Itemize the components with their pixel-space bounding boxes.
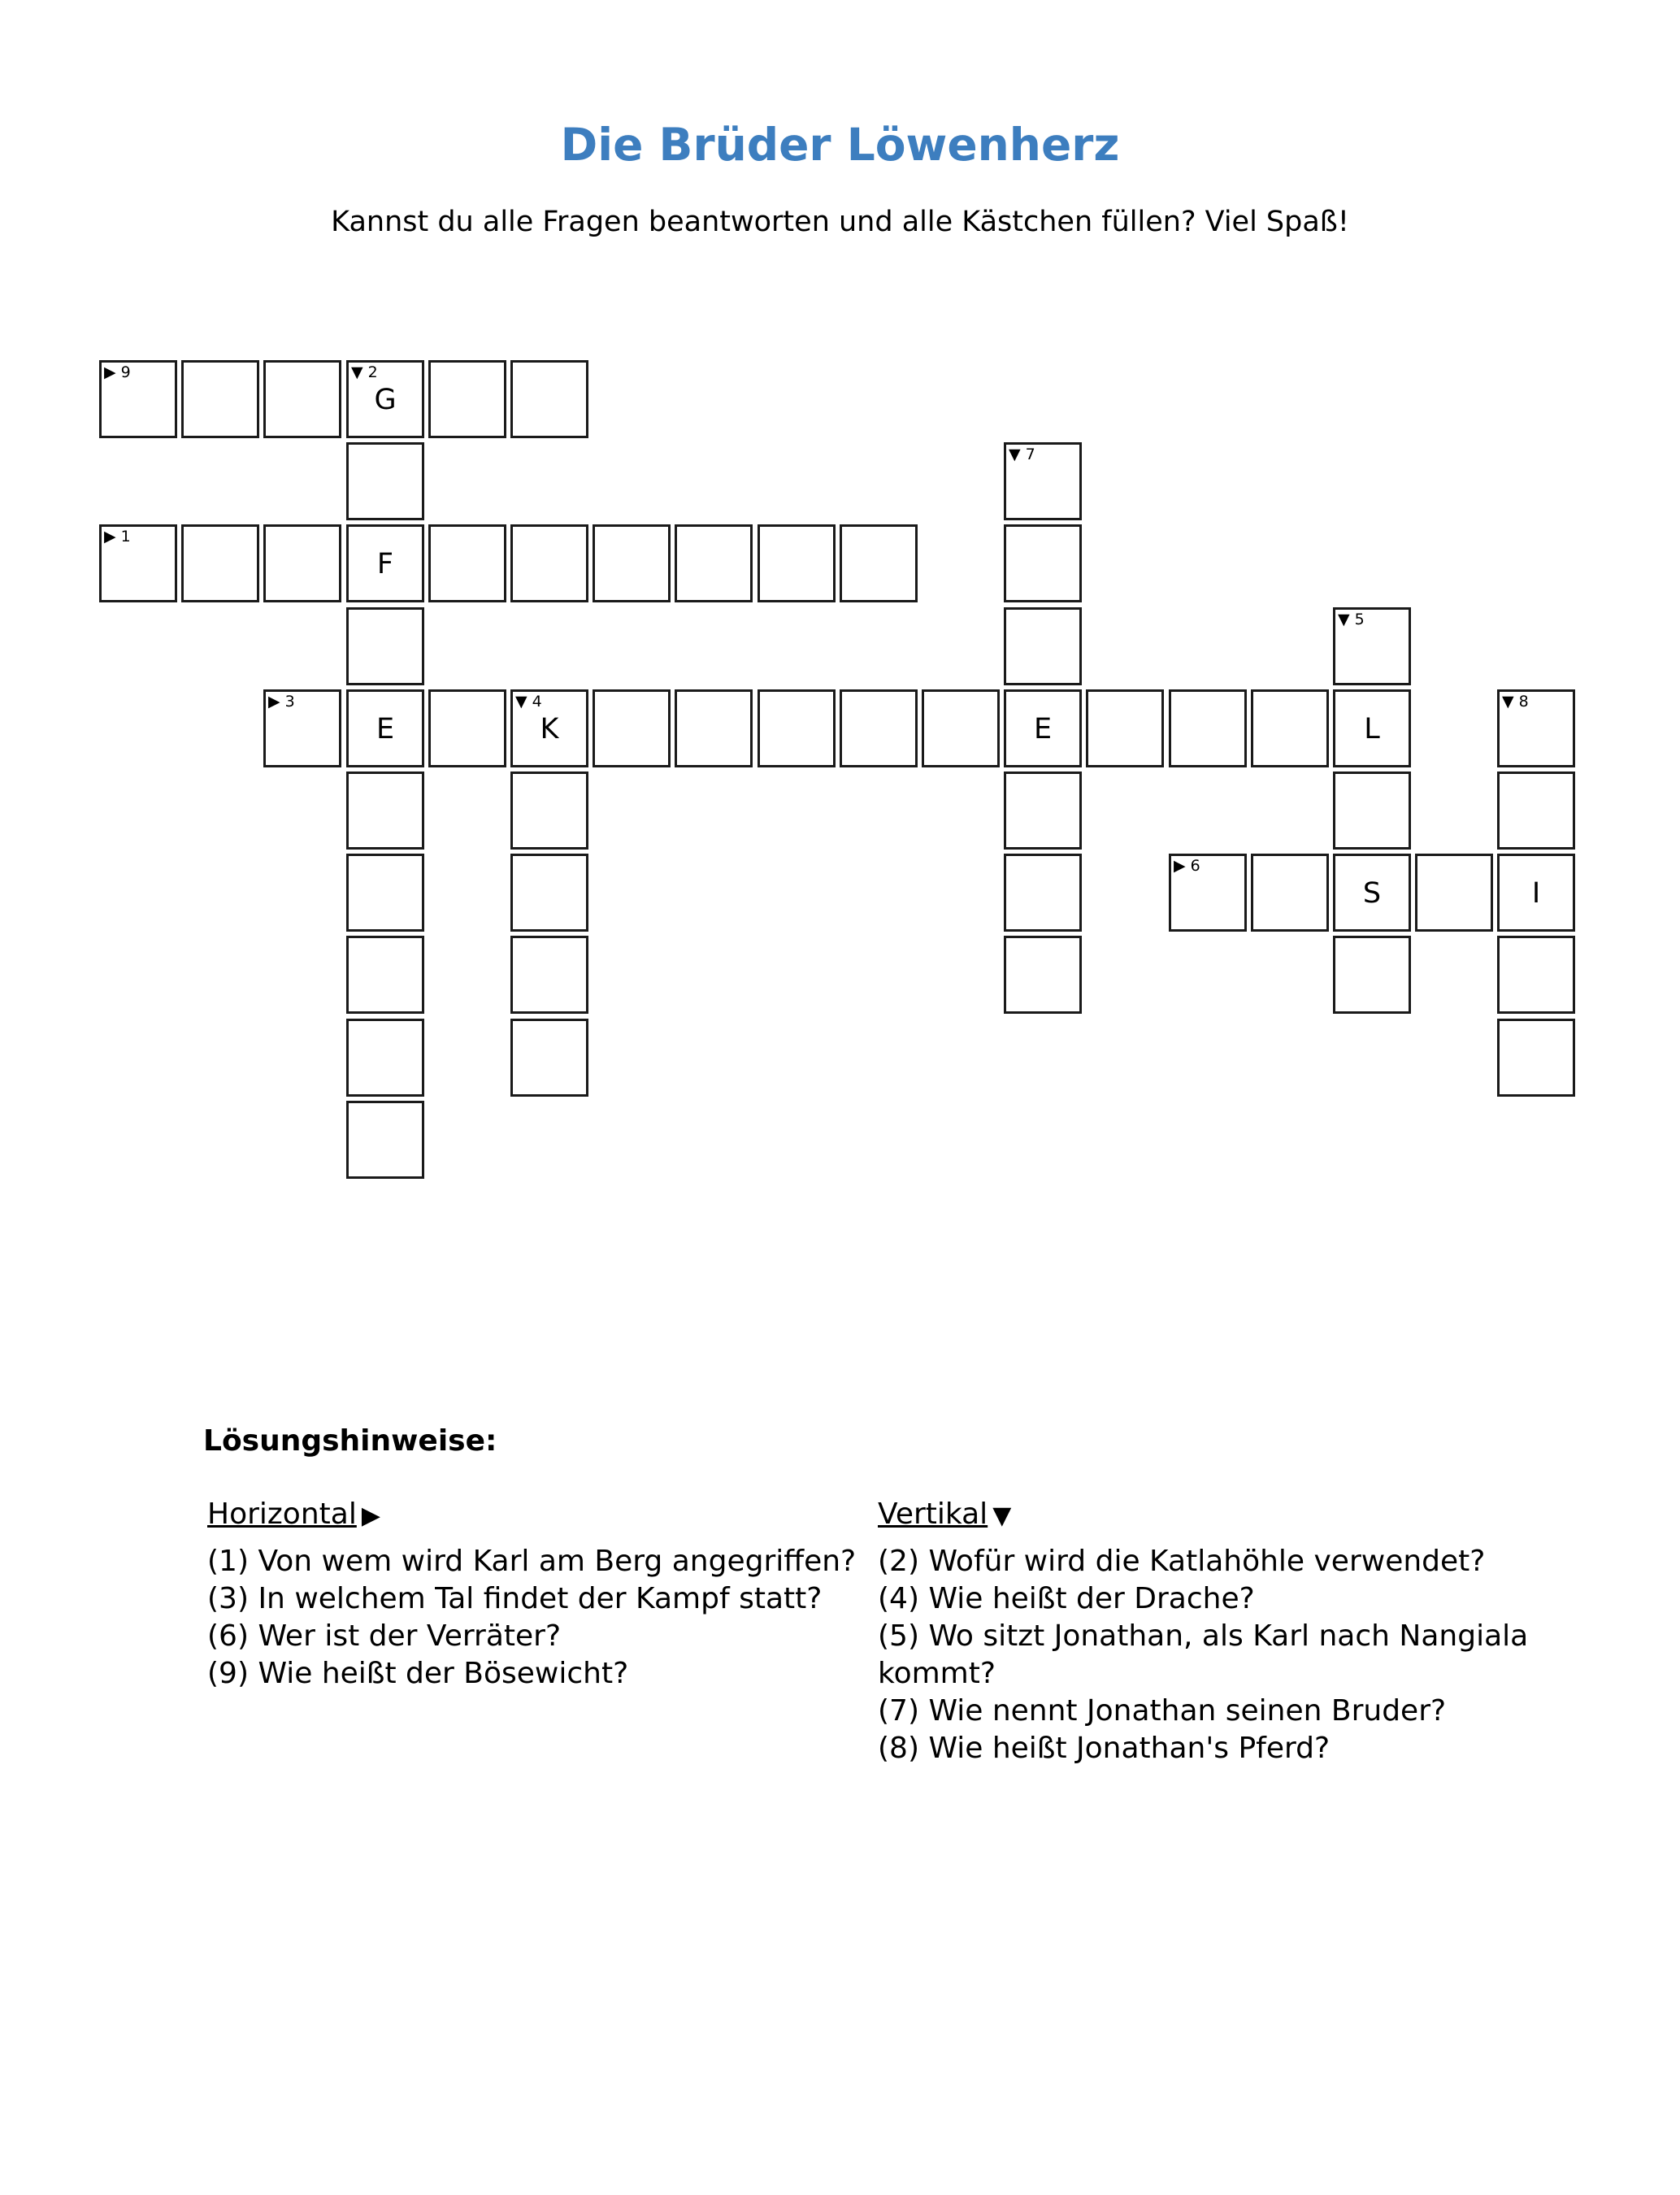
- grid-cell[interactable]: [1086, 689, 1164, 767]
- given-letter: S: [1362, 877, 1382, 910]
- grid-cell[interactable]: [1333, 854, 1411, 932]
- grid-cell[interactable]: [510, 1019, 588, 1097]
- clue-across-9: (9) Wie heißt der Bösewicht?: [207, 1657, 629, 1690]
- grid-cell[interactable]: [181, 524, 259, 602]
- grid-cell[interactable]: [346, 1019, 424, 1097]
- horizontal-title-text: Horizontal: [207, 1497, 357, 1531]
- grid-cell[interactable]: [1497, 936, 1575, 1014]
- grid-cell[interactable]: [346, 854, 424, 932]
- grid-cell[interactable]: [1004, 607, 1082, 685]
- grid-cell[interactable]: [346, 524, 424, 602]
- vertical-title-text: Vertikal: [878, 1497, 988, 1531]
- grid-cell[interactable]: [428, 689, 506, 767]
- arrow-down-icon: ▼: [992, 1502, 1012, 1530]
- clue-number: ▼ 4: [515, 693, 542, 711]
- grid-cell[interactable]: [181, 360, 259, 438]
- clue-number: ▶ 3: [268, 693, 295, 711]
- clue-start-cell-3[interactable]: [263, 689, 341, 767]
- grid-cell[interactable]: [840, 689, 918, 767]
- page-subtitle: Kannst du alle Fragen beantworten und alle Kästchen füllen? Viel Spaß!: [331, 206, 1349, 238]
- grid-cell[interactable]: [1004, 689, 1082, 767]
- grid-cell[interactable]: [346, 607, 424, 685]
- grid-cell[interactable]: [758, 524, 836, 602]
- clue-number: ▼ 5: [1338, 611, 1365, 628]
- grid-cell[interactable]: [1497, 854, 1575, 932]
- grid-cell[interactable]: [510, 772, 588, 850]
- grid-cell[interactable]: [346, 936, 424, 1014]
- grid-cell[interactable]: [510, 360, 588, 438]
- grid-cell[interactable]: [1497, 1019, 1575, 1097]
- grid-cell[interactable]: [1004, 772, 1082, 850]
- grid-cell[interactable]: [263, 360, 341, 438]
- given-letter: K: [540, 713, 559, 745]
- clue-number: ▼ 7: [1009, 446, 1035, 463]
- grid-cell[interactable]: [346, 689, 424, 767]
- grid-cell[interactable]: [346, 772, 424, 850]
- clue-start-cell-7[interactable]: [1004, 442, 1082, 520]
- grid-cell[interactable]: [1004, 936, 1082, 1014]
- grid-cell[interactable]: [675, 524, 753, 602]
- grid-cell[interactable]: [922, 689, 1000, 767]
- grid-cell[interactable]: [1251, 689, 1329, 767]
- grid-cell[interactable]: [593, 524, 671, 602]
- clue-start-cell-4[interactable]: [510, 689, 588, 767]
- clue-number: ▶ 9: [104, 363, 131, 381]
- given-letter: F: [376, 548, 394, 580]
- given-letter: G: [374, 384, 397, 416]
- grid-cell[interactable]: [593, 689, 671, 767]
- clue-number: ▼ 2: [351, 363, 378, 381]
- clue-start-cell-8[interactable]: [1497, 689, 1575, 767]
- clue-number: ▼ 8: [1502, 693, 1529, 711]
- given-letter: I: [1531, 877, 1541, 910]
- grid-cell[interactable]: [1415, 854, 1493, 932]
- grid-cell[interactable]: [510, 524, 588, 602]
- grid-cell[interactable]: [346, 1101, 424, 1179]
- vertical-clues: [878, 1496, 1544, 1767]
- grid-cell[interactable]: [758, 689, 836, 767]
- grid-cell[interactable]: [1004, 854, 1082, 932]
- clue-start-cell-9[interactable]: [99, 360, 177, 438]
- clue-start-cell-5[interactable]: [1333, 607, 1411, 685]
- grid-cell[interactable]: [1333, 772, 1411, 850]
- hints-heading: Lösungshinweise:: [203, 1424, 497, 1458]
- given-letter: E: [1033, 713, 1053, 745]
- given-letter: E: [376, 713, 395, 745]
- clue-across-3: (3) In welchem Tal findet der Kampf statt?: [207, 1582, 823, 1615]
- grid-cell[interactable]: [1004, 524, 1082, 602]
- arrow-right-icon: ▶: [361, 1502, 380, 1530]
- grid-cell[interactable]: [510, 936, 588, 1014]
- grid-cell[interactable]: [1333, 936, 1411, 1014]
- clue-down-8: (8) Wie heißt Jonathan's Pferd?: [878, 1732, 1331, 1765]
- clue-down-4: (4) Wie heißt der Drache?: [878, 1582, 1255, 1615]
- grid-cell[interactable]: [428, 524, 506, 602]
- clue-down-5: (5) Wo sitzt Jonathan, als Karl nach Nangiala kommt?: [878, 1619, 1529, 1690]
- clue-number: ▶ 1: [104, 528, 131, 545]
- vertical-title: [878, 1496, 1544, 1535]
- grid-cell[interactable]: [428, 360, 506, 438]
- grid-cell[interactable]: [1251, 854, 1329, 932]
- horizontal-clues: [207, 1496, 874, 1693]
- clue-down-2: (2) Wofür wird die Katlahöhle verwendet?: [878, 1545, 1486, 1578]
- clue-across-6: (6) Wer ist der Verräter?: [207, 1619, 562, 1653]
- horizontal-title: [207, 1496, 874, 1535]
- clue-across-1: (1) Von wem wird Karl am Berg angegriffen?: [207, 1545, 857, 1578]
- page-title: Die Brüder Löwenherz: [560, 119, 1120, 171]
- clue-number: ▶ 6: [1174, 857, 1200, 875]
- grid-cell[interactable]: [263, 524, 341, 602]
- clue-start-cell-2[interactable]: [346, 360, 424, 438]
- grid-cell[interactable]: [840, 524, 918, 602]
- grid-cell[interactable]: [1497, 772, 1575, 850]
- grid-cell[interactable]: [1333, 689, 1411, 767]
- clue-down-7: (7) Wie nennt Jonathan seinen Bruder?: [878, 1694, 1447, 1728]
- clue-start-cell-1[interactable]: [99, 524, 177, 602]
- grid-cell[interactable]: [346, 442, 424, 520]
- grid-cell[interactable]: [1169, 689, 1247, 767]
- given-letter: L: [1364, 713, 1380, 745]
- grid-cell[interactable]: [675, 689, 753, 767]
- grid-cell[interactable]: [510, 854, 588, 932]
- clue-start-cell-6[interactable]: [1169, 854, 1247, 932]
